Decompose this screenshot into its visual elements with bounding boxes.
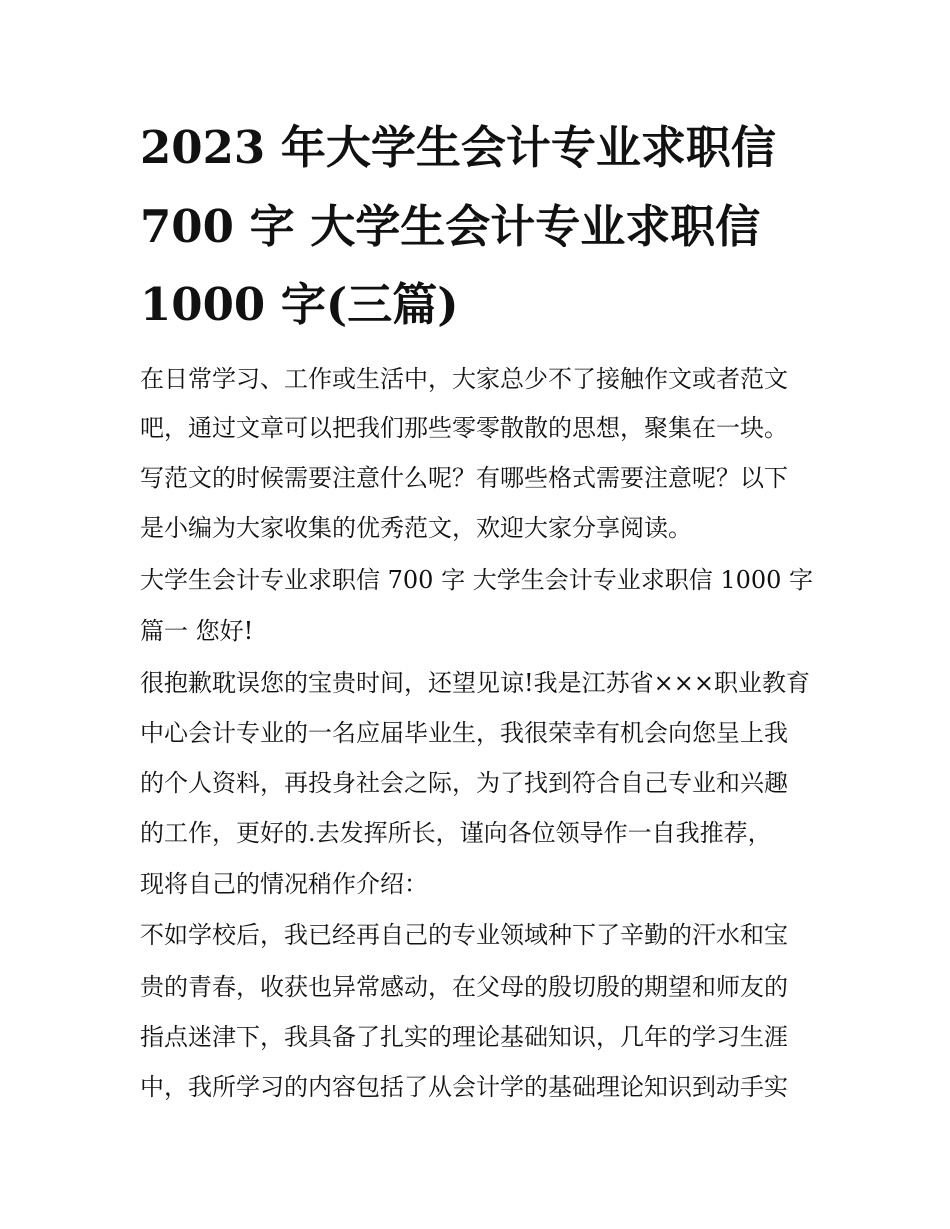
body-line-5: 大学生会计专业求职信 700 字 大学生会计专业求职信 1000 字 [140,566,814,594]
body-line-1: 在日常学习、工作或生活中，大家总少不了接触作文或者范文 [140,365,788,393]
document-title-line-3: 1000 字(三篇) [140,278,459,331]
body-line-9: 的个人资料，再投身社会之际，为了找到符合自己专业和兴趣 [140,769,788,797]
body-line-15: 中，我所学习的内容包括了从会计学的基础理论知识到动手实 [140,1073,788,1101]
body-line-2: 吧，通过文章可以把我们那些零零散散的思想，聚集在一块。 [140,414,788,442]
body-line-4: 是小编为大家收集的优秀范文，欢迎大家分享阅读。 [140,514,692,542]
body-line-14: 指点迷津下，我具备了扎实的理论基础知识，几年的学习生涯 [140,1023,788,1051]
body-line-12: 不如学校后，我已经再自己的专业领域种下了辛勤的汗水和宝 [140,921,788,949]
body-line-11: 现将自己的情况稍作介绍： [140,870,428,898]
body-line-6: 篇一 您好! [140,617,254,645]
body-line-13: 贵的青春，收获也异常感动，在父母的殷切殷的期望和师友的 [140,973,788,1001]
body-line-3: 写范文的时候需要注意什么呢？有哪些格式需要注意呢？以下 [140,464,788,492]
body-line-10: 的工作，更好的.去发挥所长，谨向各位领导作一自我推荐， [140,819,772,847]
body-line-7: 很抱歉耽误您的宝贵时间，还望见谅!我是江苏省×××职业教育 [140,669,810,697]
body-line-8: 中心会计专业的一名应届毕业生，我很荣幸有机会向您呈上我 [140,719,788,747]
document-title-line-2: 700 字 大学生会计专业求职信 [140,200,761,253]
document-title-line-1: 2023 年大学生会计专业求职信 [140,121,776,174]
